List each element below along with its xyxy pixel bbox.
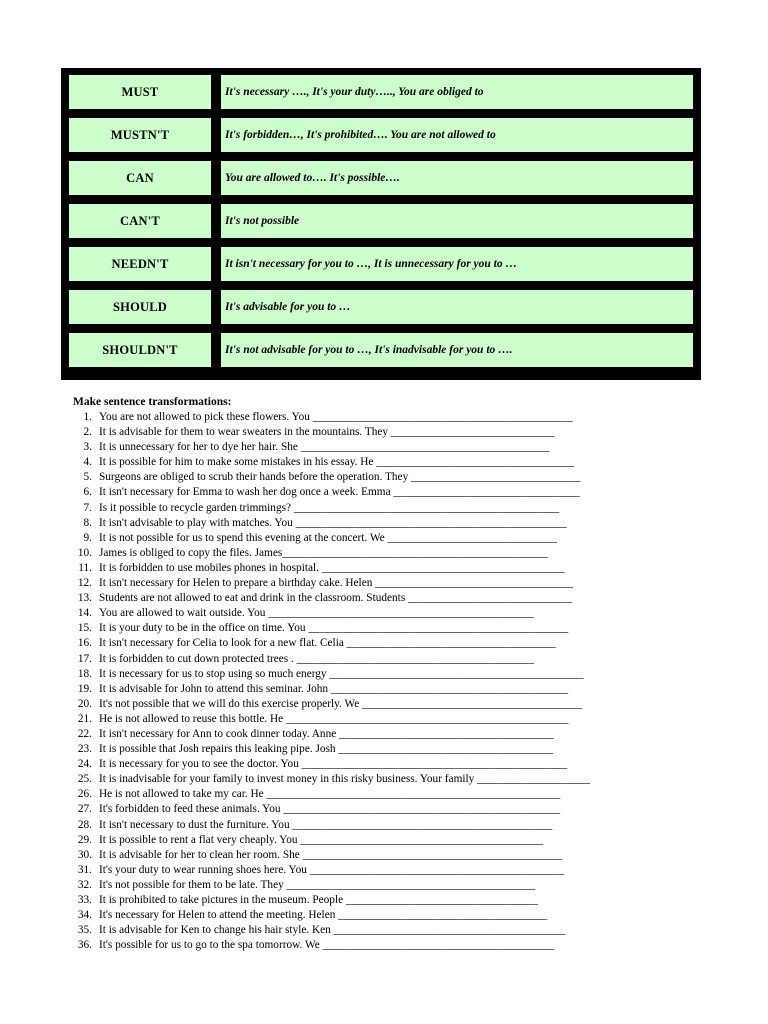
exercise-item — [70, 531, 590, 546]
exercise-number: 4. — [83, 456, 92, 469]
modal-verbs-table — [61, 68, 701, 380]
exercise-number: 7. — [83, 501, 92, 514]
exercise-number: 1. — [83, 411, 92, 423]
exercise-item — [70, 516, 590, 531]
exercise-item — [70, 410, 590, 425]
exercise-number: 26. — [77, 788, 92, 801]
modal-meaning-cell: You are allowed to…. It's possible…. — [219, 159, 695, 197]
exercise-item — [70, 455, 590, 470]
exercise-list — [70, 410, 590, 953]
modal-verb-cell: CAN'T — [67, 202, 213, 240]
modal-verb-cell: NEEDN'T — [67, 245, 213, 283]
exercise-sentence: It's not possible for them to be late. They ____________________________________________ — [99, 878, 536, 891]
exercise-item — [70, 848, 590, 863]
exercise-item — [70, 606, 590, 621]
exercise-item — [70, 561, 590, 576]
exercise-item — [70, 938, 590, 953]
exercise-item — [70, 923, 590, 938]
exercise-number: 10. — [77, 546, 92, 559]
exercise-item — [70, 440, 590, 455]
exercise-sentence: It is forbidden to cut down protected trees . __________________________________________ — [99, 652, 534, 665]
exercise-sentence: It is your duty to be in the office on time. You ______________________________________________ — [99, 622, 569, 635]
exercise-sentence: It isn't necessary for Ann to cook dinner today. Anne ______________________________________ — [99, 727, 554, 740]
exercise-sentence: It's forbidden to feed these animals. You _________________________________________________ — [99, 803, 561, 816]
exercise-number: 34. — [77, 909, 92, 922]
exercise-sentence: It isn't necessary for Emma to wash her dog once a week. Emma _________________________________ — [99, 486, 580, 499]
exercise-item — [70, 712, 590, 727]
modal-verb-cell: MUST — [67, 73, 213, 111]
exercise-sentence: It is advisable for Ken to change his hair style. Ken _________________________________________ — [99, 924, 566, 937]
exercise-item — [70, 652, 590, 667]
exercise-sentence: You are not allowed to pick these flowers. You ______________________________________________ — [99, 411, 573, 423]
exercise-number: 30. — [77, 848, 92, 861]
exercise-sentence: It's possible for us to go to the spa tomorrow. We _________________________________________ — [99, 939, 555, 952]
exercise-item — [70, 576, 590, 591]
modal-verb-cell: MUSTN'T — [67, 116, 213, 154]
exercise-sentence: It's your duty to wear running shoes here. You _____________________________________________ — [99, 863, 564, 876]
exercise-sentence: It is possible for him to make some mistakes in his essay. He ___________________________________ — [99, 456, 574, 469]
exercise-sentence: It is prohibited to take pictures in the museum. People __________________________________ — [99, 894, 538, 906]
modal-row-can — [67, 159, 695, 197]
exercise-item — [70, 485, 590, 500]
exercise-item — [70, 833, 590, 848]
exercise-item — [70, 863, 590, 878]
exercise-sentence: It is not possible for us to spend this evening at the concert. We ______________________________ — [99, 531, 557, 544]
modal-row-cant — [67, 202, 695, 240]
modal-meaning-cell: It's forbidden…, It's prohibited…. You are not allowed to — [219, 116, 695, 154]
exercise-number: 11. — [78, 561, 92, 574]
modal-meaning-cell: It's not advisable for you to …, It's inadvisable for you to …. — [219, 331, 695, 369]
exercise-number: 32. — [77, 878, 92, 891]
exercise-item — [70, 818, 590, 833]
exercise-number: 21. — [77, 712, 92, 725]
exercise-number: 25. — [77, 773, 92, 786]
exercise-number: 9. — [83, 531, 92, 544]
exercise-sentence: It's not possible that we will do this exercise properly. We _______________________________________ — [99, 697, 583, 710]
exercise-number: 28. — [77, 818, 92, 831]
modal-row-mustnt — [67, 116, 695, 154]
modal-meaning-cell: It's necessary …., It's your duty….., You are obliged to — [219, 73, 695, 111]
exercise-number: 35. — [77, 924, 92, 937]
exercise-sentence: It is unnecessary for her to dye her hair. She ____________________________________________ — [99, 441, 550, 454]
exercise-sentence: It isn't necessary for Celia to look for a new flat. Celia _____________________________________ — [99, 637, 556, 650]
exercise-number: 5. — [83, 471, 92, 484]
exercise-number: 3. — [83, 441, 92, 454]
modal-row-must — [67, 73, 695, 111]
exercise-item — [70, 682, 590, 697]
exercise-item — [70, 802, 590, 817]
modal-row-neednt — [67, 245, 695, 283]
exercise-item — [70, 501, 590, 516]
exercise-number: 13. — [77, 592, 92, 605]
exercise-item — [70, 878, 590, 893]
exercise-number: 27. — [77, 803, 92, 816]
exercise-number: 19. — [77, 682, 92, 695]
instructions-heading: Make sentence transformations: — [73, 396, 232, 408]
exercise-number: 24. — [77, 758, 92, 771]
exercise-item — [70, 757, 590, 772]
modal-meaning-cell: It's advisable for you to … — [219, 288, 695, 326]
exercise-sentence: James is obliged to copy the files. James_______________________________________________ — [99, 546, 548, 559]
exercise-number: 15. — [77, 622, 92, 635]
exercise-item — [70, 772, 590, 787]
exercise-sentence: It isn't necessary to dust the furniture. You ______________________________________________ — [99, 818, 553, 831]
exercise-number: 17. — [77, 652, 92, 665]
exercise-number: 36. — [77, 939, 92, 952]
exercise-sentence: It isn't advisable to play with matches. You ________________________________________________ — [99, 516, 567, 529]
exercise-number: 14. — [77, 607, 92, 620]
modal-meaning-cell: It isn't necessary for you to …, It is unnecessary for you to … — [219, 245, 695, 283]
modal-verb-cell: SHOULD — [67, 288, 213, 326]
modal-row-shouldnt — [67, 331, 695, 369]
exercise-item — [70, 621, 590, 636]
exercise-number: 12. — [77, 577, 92, 590]
exercise-item — [70, 727, 590, 742]
exercise-sentence: It's necessary for Helen to attend the meeting. Helen _____________________________________ — [99, 909, 548, 922]
exercise-sentence: It is forbidden to use mobiles phones in hospital. ___________________________________________ — [99, 561, 565, 574]
modal-verb-cell: SHOULDN'T — [67, 331, 213, 369]
exercise-number: 2. — [83, 426, 92, 439]
exercise-sentence: It is advisable for her to clean her room. She ______________________________________________ — [99, 848, 563, 861]
exercise-number: 16. — [77, 637, 92, 650]
exercise-item — [70, 591, 590, 606]
exercise-sentence: Students are not allowed to eat and drink in the classroom. Students _____________________________ — [99, 592, 572, 605]
exercise-item — [70, 893, 590, 908]
exercise-sentence: It is advisable for them to wear sweaters in the mountains. They _____________________________ — [99, 426, 555, 439]
exercise-item — [70, 742, 590, 757]
exercise-number: 33. — [77, 894, 92, 906]
exercise-sentence: It is possible that Josh repairs this leaking pipe. Josh ______________________________________ — [99, 743, 554, 756]
exercise-sentence: Is it possible to recycle garden trimmings? _______________________________________________ — [99, 501, 560, 514]
exercise-sentence: It is necessary for us to stop using so much energy _____________________________________________ — [99, 667, 584, 680]
exercise-sentence: It is possible to rent a flat very cheaply. You ___________________________________________ — [99, 833, 544, 846]
modal-row-should — [67, 288, 695, 326]
exercise-number: 6. — [83, 486, 92, 499]
exercise-sentence: It is necessary for you to see the doctor. You _______________________________________________ — [99, 758, 568, 771]
exercise-sentence: He is not allowed to reuse this bottle. He __________________________________________________ — [99, 712, 569, 725]
exercise-sentence: Surgeons are obliged to scrub their hands before the operation. They ______________________________ — [99, 471, 581, 484]
exercise-number: 22. — [77, 727, 92, 740]
exercise-item — [70, 667, 590, 682]
exercise-number: 18. — [77, 667, 92, 680]
exercise-item — [70, 470, 590, 485]
exercise-item — [70, 908, 590, 923]
exercise-item — [70, 636, 590, 651]
exercise-number: 29. — [77, 833, 92, 846]
exercise-item — [70, 425, 590, 440]
modal-verb-cell: CAN — [67, 159, 213, 197]
exercise-sentence: You are allowed to wait outside. You _______________________________________________ — [99, 607, 534, 620]
modal-meaning-cell: It's not possible — [219, 202, 695, 240]
exercise-sentence: He is not allowed to take my car. He ____________________________________________________ — [99, 788, 561, 801]
exercise-item — [70, 787, 590, 802]
exercise-item — [70, 697, 590, 712]
exercise-sentence: It is inadvisable for your family to invest money in this risky business. Your family ____________________ — [99, 773, 591, 786]
exercise-number: 23. — [77, 743, 92, 756]
exercise-number: 8. — [83, 516, 92, 529]
exercise-sentence: It is advisable for John to attend this seminar. John __________________________________________ — [99, 682, 569, 695]
exercise-sentence: It isn't necessary for Helen to prepare a birthday cake. Helen ___________________________________ — [99, 577, 573, 590]
exercise-item — [70, 546, 590, 561]
exercise-number: 31. — [77, 863, 92, 876]
exercise-number: 20. — [77, 697, 92, 710]
